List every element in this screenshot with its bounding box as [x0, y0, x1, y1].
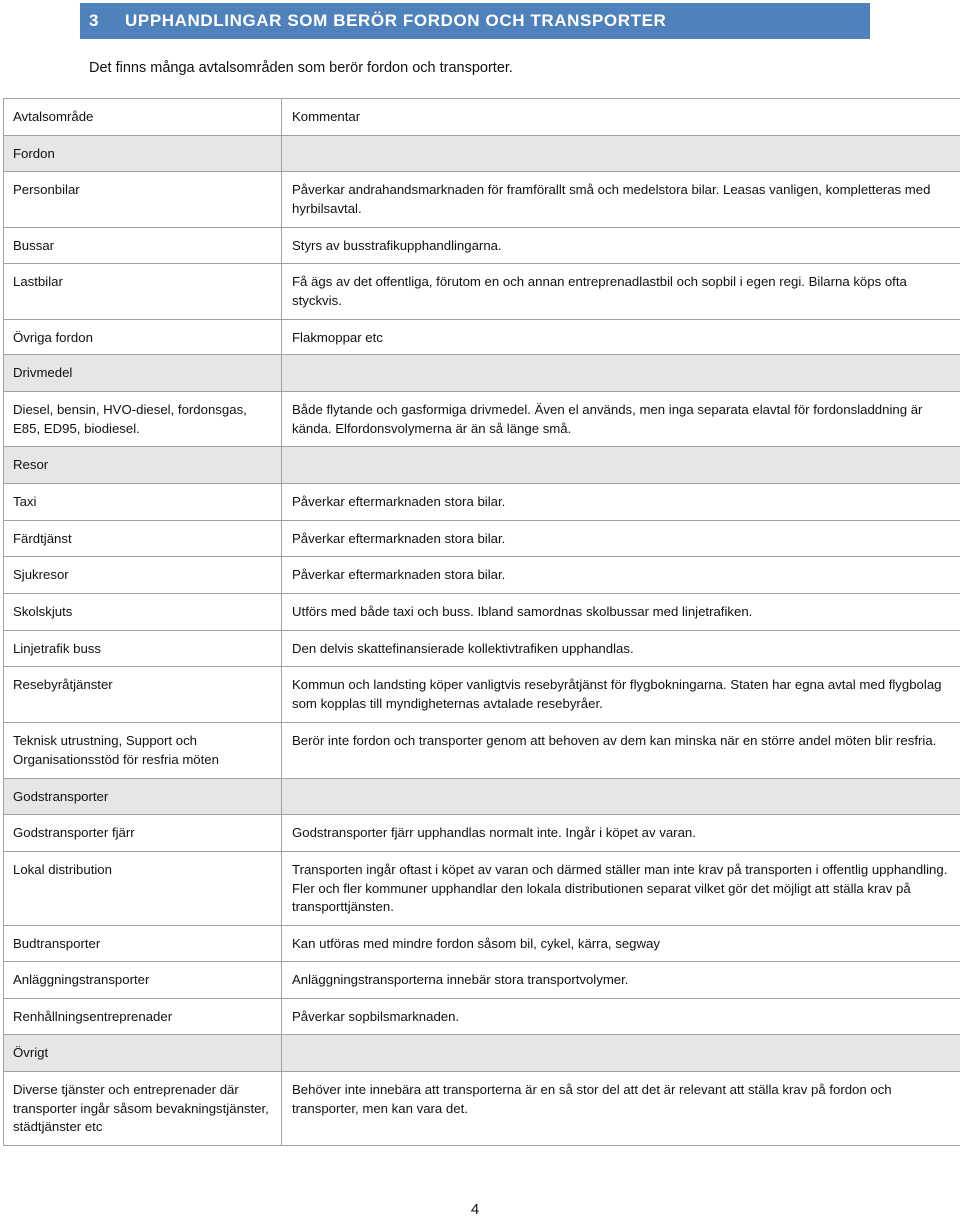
comment-cell [282, 447, 960, 484]
table-row [4, 594, 960, 631]
comment-cell: Transporten ingår oftast i köpet av varan och därmed ställer man inte krav på transporten i offentlig upphandling. Fler och fler kommuner upphandlar den lokala distributionen separat vilket gör det möjligt att ställa krav på transporttjänsten. [282, 852, 960, 926]
table-row [4, 667, 960, 723]
table-row [4, 172, 960, 228]
comment-cell: Påverkar eftermarknaden stora bilar. [282, 521, 960, 557]
comment-cell: Få ägs av det offentliga, förutom en och annan entreprenadlastbil och sopbil i egen regi. Bilarna köps ofta styckvis. [282, 264, 960, 320]
comment-cell: Utförs med både taxi och buss. Ibland samordnas skolbussar med linjetrafiken. [282, 594, 960, 631]
area-cell: Linjetrafik buss [4, 631, 282, 667]
section-heading [80, 3, 870, 39]
section-row [4, 1035, 960, 1072]
area-cell: Taxi [4, 484, 282, 521]
area-cell: Teknisk utrustning, Support och Organisationsstöd för resfria möten [4, 723, 282, 779]
area-cell: Personbilar [4, 172, 282, 228]
area-cell: Bussar [4, 228, 282, 264]
table-header-row [4, 99, 960, 136]
comment-cell [282, 355, 960, 392]
section-row [4, 779, 960, 815]
area-cell: Diverse tjänster och entreprenader där transporter ingår såsom bevakningstjänster, städtjänster etc [4, 1072, 282, 1146]
area-cell: Övriga fordon [4, 320, 282, 355]
comment-cell [282, 1035, 960, 1072]
comment-cell: Godstransporter fjärr upphandlas normalt inte. Ingår i köpet av varan. [282, 815, 960, 852]
table-row [4, 557, 960, 594]
area-cell: Sjukresor [4, 557, 282, 594]
table-row [4, 631, 960, 667]
intro-text: Det finns många avtalsområden som berör fordon och transporter. [89, 60, 513, 76]
comment-cell: Behöver inte innebära att transporterna är en så stor del att det är relevant att ställa krav på fordon och transporter, men kan vara det. [282, 1072, 960, 1146]
table-row [4, 852, 960, 926]
page-number: 4 [470, 1201, 480, 1218]
comment-cell: Flakmoppar etc [282, 320, 960, 355]
area-cell: Skolskjuts [4, 594, 282, 631]
section-number: 3 [89, 11, 100, 30]
section-label-cell: Drivmedel [4, 355, 282, 392]
area-cell: Budtransporter [4, 926, 282, 962]
section-row [4, 447, 960, 484]
comment-cell: Påverkar eftermarknaden stora bilar. [282, 484, 960, 521]
area-cell: Renhållningsentreprenader [4, 999, 282, 1035]
procurement-table [3, 98, 960, 1146]
header-comment-cell: Kommentar [282, 99, 960, 136]
comment-cell: Påverkar sopbilsmarknaden. [282, 999, 960, 1035]
section-row [4, 136, 960, 172]
area-cell: Resebyråtjänster [4, 667, 282, 723]
comment-cell: Anläggningstransporterna innebär stora transportvolymer. [282, 962, 960, 999]
table-row [4, 926, 960, 962]
section-title: UPPHANDLINGAR SOM BERÖR FORDON OCH TRANSPORTER [125, 11, 667, 30]
area-cell: Diesel, bensin, HVO-diesel, fordonsgas, E85, ED95, biodiesel. [4, 392, 282, 447]
table-row [4, 962, 960, 999]
comment-cell: Styrs av busstrafikupphandlingarna. [282, 228, 960, 264]
area-cell: Anläggningstransporter [4, 962, 282, 999]
comment-cell [282, 136, 960, 172]
section-label-cell: Godstransporter [4, 779, 282, 815]
comment-cell: Både flytande och gasformiga drivmedel. Även el används, men inga separata elavtal för fordonsladdning är kända. Elfordonsvolymerna är än så länge små. [282, 392, 960, 447]
comment-cell: Kan utföras med mindre fordon såsom bil, cykel, kärra, segway [282, 926, 960, 962]
header-area-cell: Avtalsområde [4, 99, 282, 136]
comment-cell: Den delvis skattefinansierade kollektivtrafiken upphandlas. [282, 631, 960, 667]
section-label-cell: Resor [4, 447, 282, 484]
area-cell: Färdtjänst [4, 521, 282, 557]
table-row [4, 999, 960, 1035]
area-cell: Godstransporter fjärr [4, 815, 282, 852]
comment-cell: Berör inte fordon och transporter genom att behoven av dem kan minska när en större andel möten blir resfria. [282, 723, 960, 779]
table-row [4, 264, 960, 320]
table-row [4, 484, 960, 521]
comment-cell: Påverkar eftermarknaden stora bilar. [282, 557, 960, 594]
table-row [4, 1072, 960, 1146]
table-row [4, 392, 960, 447]
section-label-cell: Fordon [4, 136, 282, 172]
table-row [4, 228, 960, 264]
section-row [4, 355, 960, 392]
table-row [4, 521, 960, 557]
comment-cell [282, 779, 960, 815]
comment-cell: Kommun och landsting köper vanligtvis resebyråtjänst för flygbokningarna. Staten har egna avtal med flygbolag som kopplas till myndigheternas avtalade resebyråer. [282, 667, 960, 723]
section-label-cell: Övrigt [4, 1035, 282, 1072]
comment-cell: Påverkar andrahandsmarknaden för framförallt små och medelstora bilar. Leasas vanligen, kompletteras med hyrbilsavtal. [282, 172, 960, 228]
table-row [4, 815, 960, 852]
table-row [4, 320, 960, 355]
table-row [4, 723, 960, 779]
area-cell: Lokal distribution [4, 852, 282, 926]
area-cell: Lastbilar [4, 264, 282, 320]
